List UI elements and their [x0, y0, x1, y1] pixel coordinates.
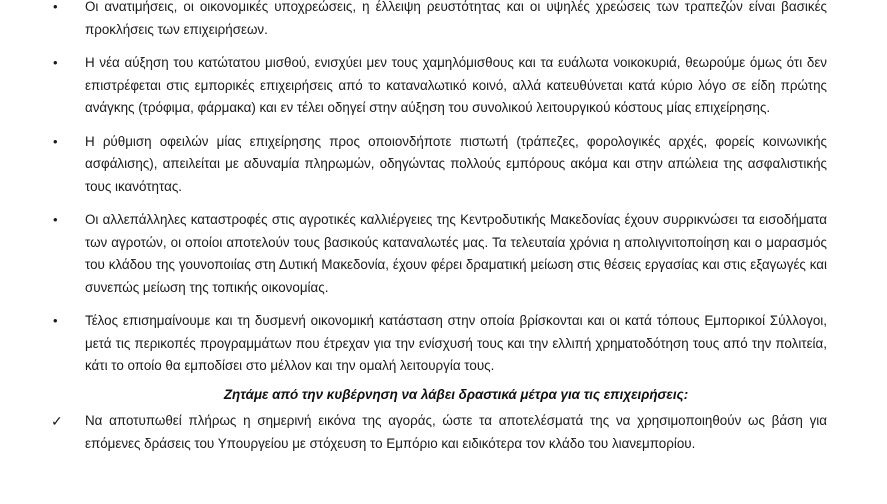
paragraph-text: Η ρύθμιση οφειλών μίας επιχείρησης προς οποιονδήποτε πιστωτή (τράπεζες, φορολογικές αρχές, φορείς κοινωνικής ασφάλισης), απειλείται με αδυναμία πληρωμών, οδηγώντας πολλούς εμπόρους ακόμα και στην απώλεια της ασφαλιστικής τους ικανότητας. — [85, 133, 827, 194]
bullet-icon: • — [53, 0, 58, 14]
list-item — [53, 209, 827, 299]
bullet-icon: • — [53, 313, 58, 328]
checkmark-icon: ✓ — [51, 413, 63, 429]
bullet-icon: • — [53, 212, 58, 227]
list-item — [53, 0, 827, 41]
paragraph-text: Τέλος επισημαίνουμε και τη δυσμενή οικονομική κατάσταση στην οποία βρίσκονται και οι κατά τόπους Εμπορικοί Σύλλογοι, μετά τις περικοπές προγραμμάτων που έτρεχαν για την ενίσχυσή τους και την ελλιπή χρηματοδότηση τους από την πολιτεία, κάτι το οποίο θα εμποδίσει στο μέλλον και την ομαλή λειτουργία τους. — [85, 313, 827, 373]
list-item — [53, 131, 827, 199]
demand-item — [51, 410, 827, 455]
list-item — [53, 52, 827, 120]
bullet-icon: • — [53, 55, 58, 70]
list-item — [53, 310, 827, 378]
paragraph-text: Η νέα αύξηση του κατώτατου μισθού, ενισχύει μεν τους χαμηλόμισθους και τα ευάλωτα νοικοκυριά, θεωρούμε όμως ότι δεν επιστρέφεται στις εμπορικές επιχειρήσεις από το καταναλωτικό κοινό, αλλά κατευθύνεται κατά κύριο λόγο σε είδη πρώτης ανάγκης (τρόφιμα, φάρμακα) και εν τέλει οδηγεί στην αύξηση του συνολικού λειτουργικού κόστους μίας επιχείρησης. — [85, 55, 827, 115]
bullet-icon: • — [53, 133, 58, 149]
paragraph-text: Οι αλλεπάλληλες καταστροφές στις αγροτικές καλλιέργειες της Κεντροδυτικής Μακεδονίας έχουν συρρικνώσει τα εισοδήματα των αγροτών, οι οποίοι αποτελούν τους βασικούς καταναλωτές μας. Τα τελευταία χρόνια η απολιγνιτοποίηση και ο μαρασμός του κλάδου της γουνοποιίας στη Δυτική Μακεδονία, έχουν φέρει δραματική μείωση στις θέσεις εργασίας και στις εξαγωγές και συνεπώς μείωση της τοπικής οικονομίας. — [85, 212, 827, 295]
paragraph-text: Να αποτυπωθεί πλήρως η σημερινή εικόνα της αγοράς, ώστε τα αποτελέσματά της να χρησιμοποιηθούν ως βάση για επόμενες δράσεις του Υπουργείου με στόχευση το Εμπόριο και ειδικότερα τον κλάδο του λιανεμπορίου. — [85, 413, 827, 451]
paragraph-text: Οι ανατιμήσεις, οι οικονομικές υποχρεώσεις, η έλλειψη ρευστότητας και οι υψηλές χρεώσεις των τραπεζών είναι βασικές προκλήσεις των επιχειρήσεων. — [85, 0, 827, 37]
demands-heading: Ζητάμε από την κυβέρνηση να λάβει δραστικά μέτρα για τις επιχειρήσεις: — [223, 386, 689, 402]
